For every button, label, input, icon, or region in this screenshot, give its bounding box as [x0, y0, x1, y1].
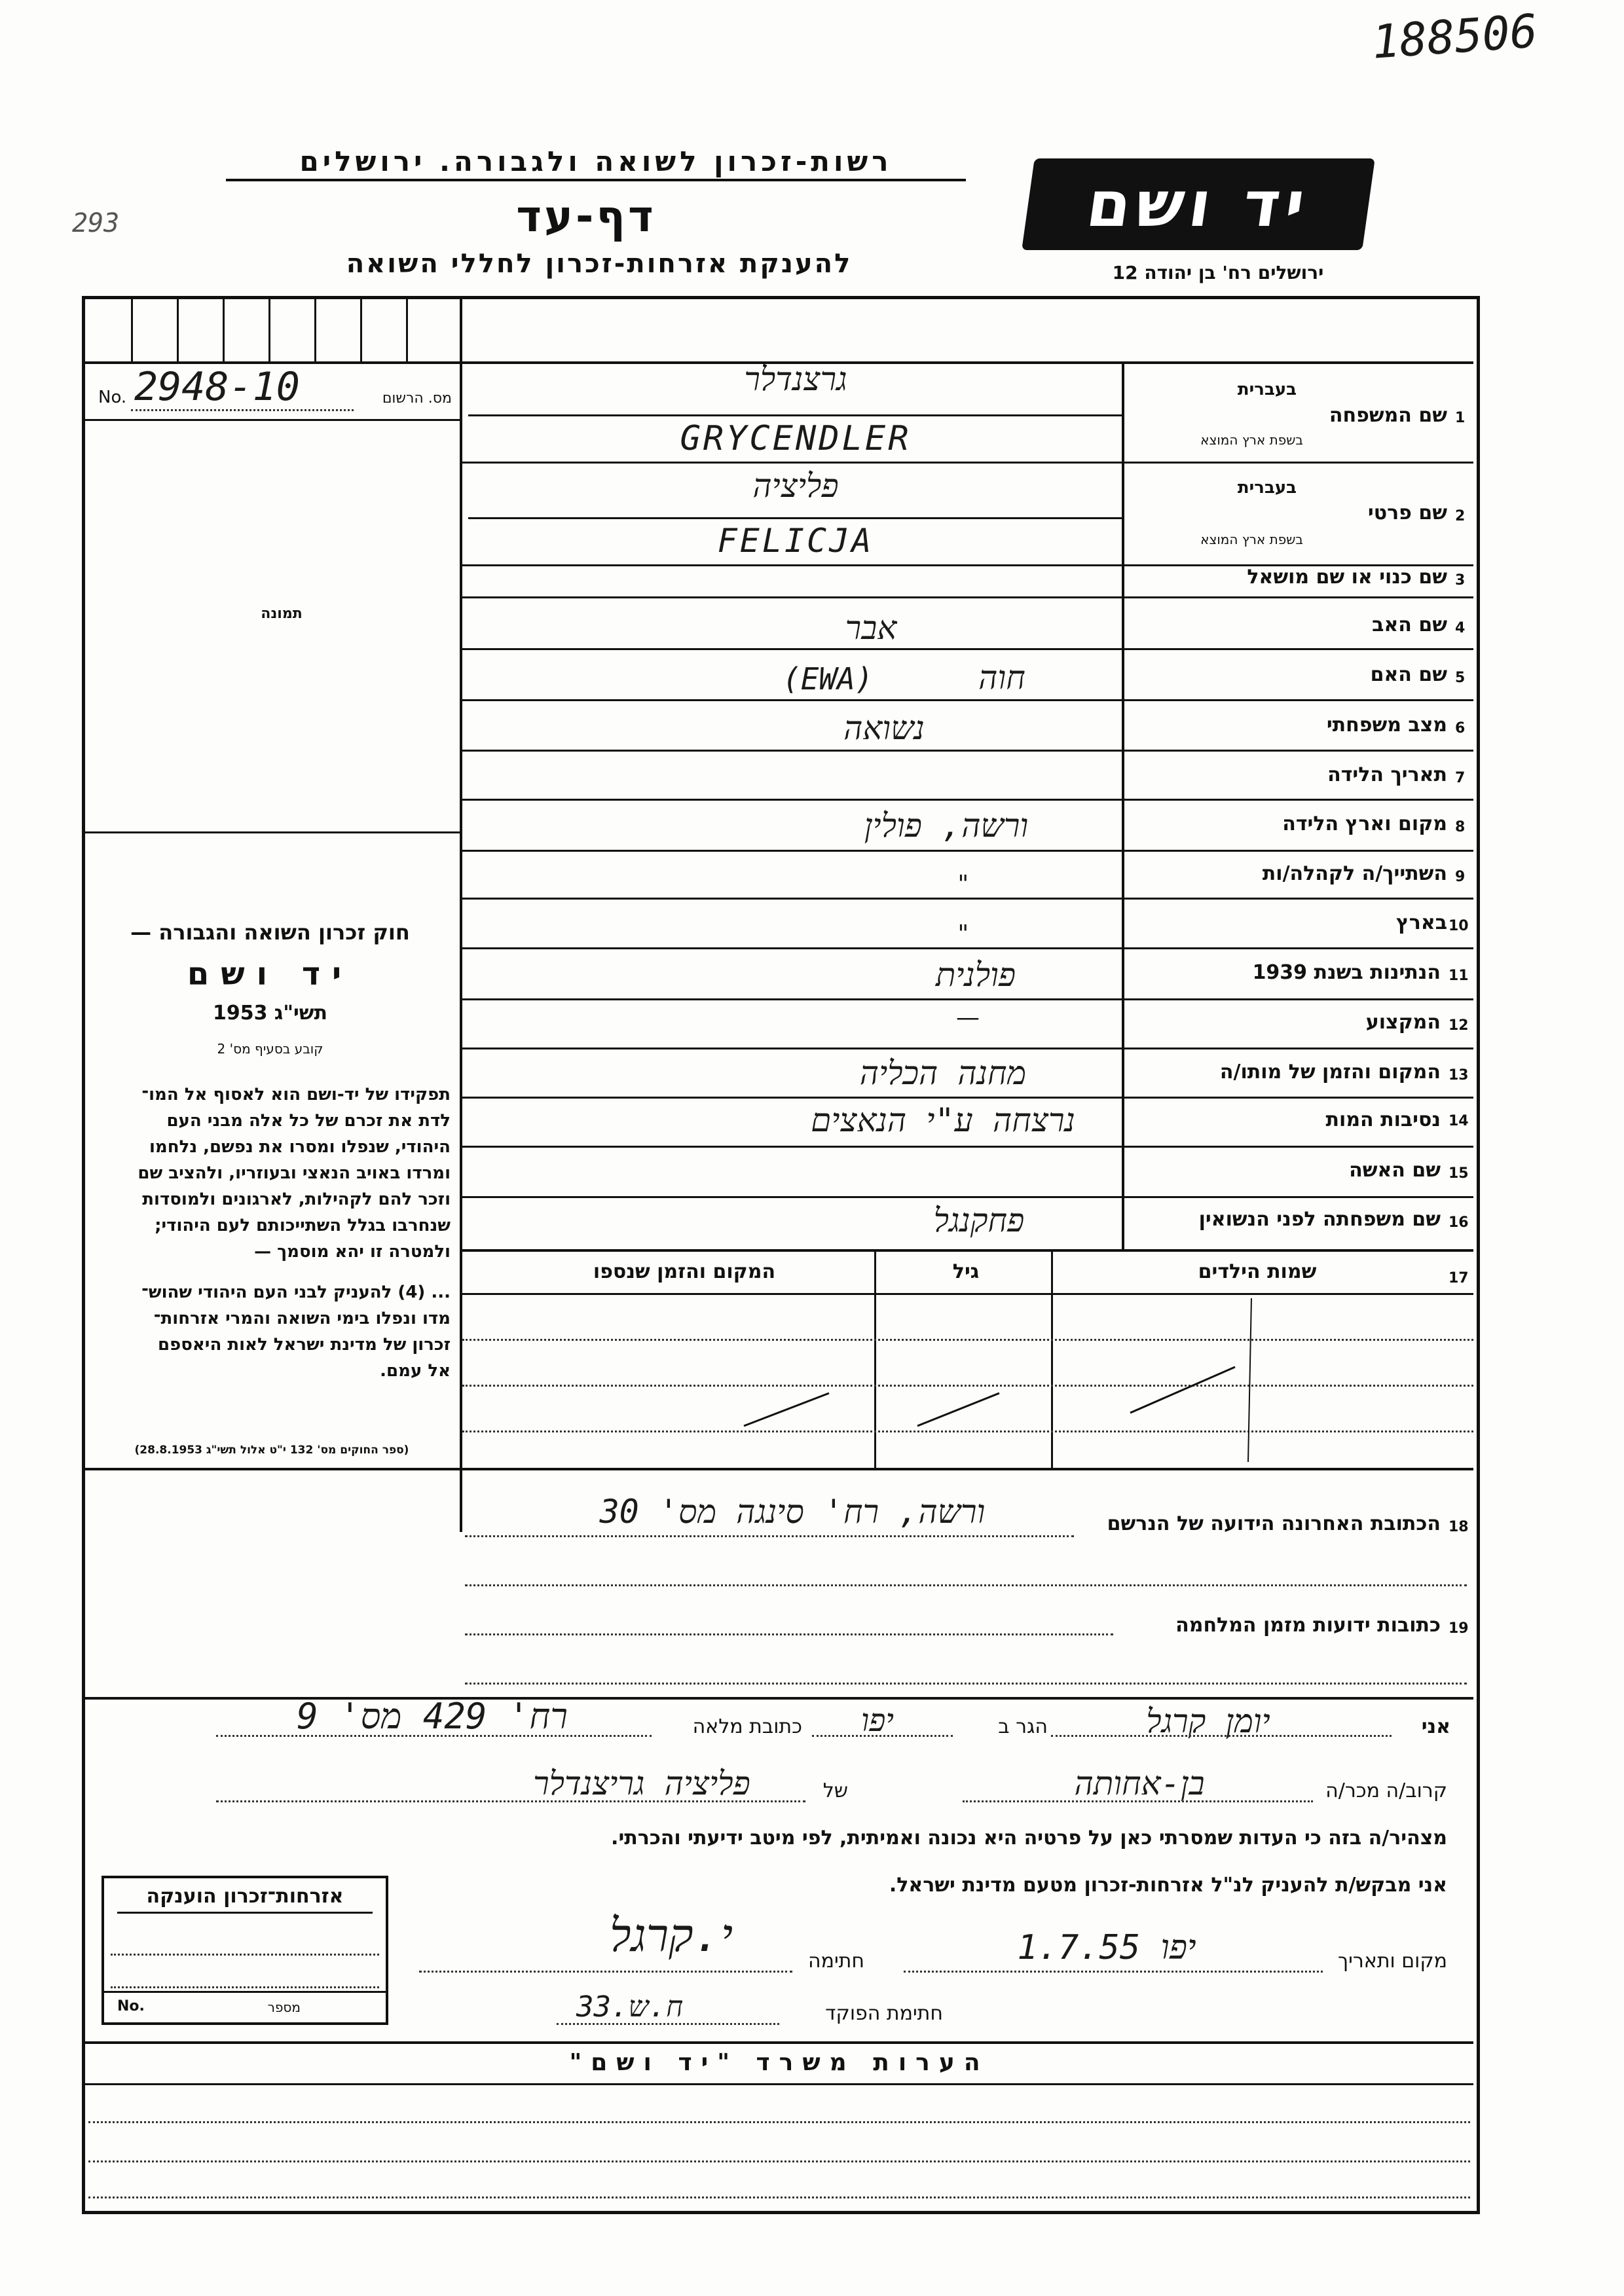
field-9-value: " — [956, 871, 970, 898]
children-age-header: גיל — [952, 1260, 980, 1283]
notes-top-line — [85, 2041, 1473, 2044]
reg-label: מס. הרשום — [382, 390, 452, 407]
children-strike-marks — [462, 1295, 1473, 1465]
field-6-value: נשואה — [843, 709, 925, 747]
row-line — [468, 414, 1123, 416]
signature-value: י.קרגל — [609, 1908, 733, 1962]
children-names-header: שמות הילדים — [1198, 1260, 1317, 1283]
row-line — [462, 1146, 1473, 1148]
law-line: זכרון של מדינת ישראל לאות היאספם — [158, 1335, 451, 1355]
field-14-value: נרצחה ע"י הנאצים — [811, 1101, 1075, 1139]
form-title: דף-עד — [516, 191, 656, 242]
row-line — [462, 850, 1473, 852]
notes-dots — [88, 2121, 1470, 2123]
field-10-number: 10 — [1449, 918, 1469, 934]
place-date-label: מקום ותאריך — [1338, 1950, 1447, 1973]
children-number: 17 — [1449, 1270, 1469, 1286]
field-16-number: 16 — [1449, 1214, 1469, 1231]
field-8-label: מקום וארץ הלידה — [1282, 812, 1447, 835]
row-line — [462, 998, 1473, 1000]
children-bottom-line — [85, 1468, 1473, 1470]
decl-dots — [812, 1735, 953, 1737]
field-5-label: שם האם — [1370, 663, 1447, 686]
law-line: ולמטרה זו יהא מוסמך — — [254, 1242, 451, 1262]
margin-mark: 293 — [72, 208, 120, 238]
field-4-label: שם האב — [1372, 613, 1447, 636]
row-line — [462, 462, 1473, 464]
field-9-label: השתייך/ה לקהלה/ות — [1262, 862, 1447, 885]
field-10-label: בארץ — [1395, 911, 1447, 934]
decl-shel: של — [822, 1779, 848, 1802]
address-19-number: 19 — [1449, 1620, 1469, 1637]
law-year: תשי"ג 1953 — [212, 1002, 328, 1025]
decl-dots — [216, 1800, 805, 1802]
officer-signature: 33.ח.ש — [576, 1990, 684, 2024]
certificate-no: No. — [117, 1998, 145, 2014]
field-2-value-origin: FELICJA — [717, 522, 874, 560]
decl-address-label: כתובת מלאה — [692, 1715, 802, 1738]
address-dots — [465, 1683, 1467, 1685]
field-2-number: 2 — [1455, 508, 1466, 524]
cert-dots — [111, 1954, 379, 1956]
field-10-value: " — [956, 920, 970, 947]
field-2-sub-hebrew: בעברית — [1237, 478, 1297, 498]
field-1-number: 1 — [1455, 410, 1466, 426]
notes-dots — [88, 2160, 1470, 2162]
certificate-box — [101, 1876, 388, 2025]
logo-address: ירושלים רח' בן יהודה 12 — [1112, 262, 1324, 283]
label-column-divider — [1122, 361, 1124, 1250]
address-dots — [465, 1535, 1074, 1537]
certificate-no-label: מספר — [267, 1999, 301, 2015]
law-line: מדו ונפלו בימי השואה והמרי אזרחות־ — [153, 1309, 451, 1328]
field-11-number: 11 — [1449, 968, 1469, 984]
law-line: ומרדו באויב הנאצי ובעוזריו, ולהציב שם — [138, 1163, 451, 1183]
logo-text: יד ושם — [1082, 168, 1315, 241]
law-line: וזכר להם לקהילות, לארגונים ולמוסדות — [142, 1190, 451, 1209]
field-6-number: 6 — [1455, 720, 1466, 737]
field-12-label: המקצוע — [1365, 1011, 1441, 1034]
law-line: ... (4) להעניק לבני העם היהודי שהוש־ — [141, 1283, 451, 1302]
field-3-label: שם כנוי או שם מושאל — [1247, 566, 1447, 589]
address-dots — [465, 1584, 1467, 1586]
law-line: לדת את זכרם של כל אלה מבני העם — [166, 1111, 451, 1131]
field-9-number: 9 — [1455, 869, 1466, 885]
field-1-sub-origin: בשפת ארץ המוצא — [1200, 432, 1303, 448]
field-1-value-origin: GRYCENDLER — [680, 419, 912, 458]
row-line — [462, 1249, 1473, 1252]
field-7-number: 7 — [1455, 770, 1466, 786]
row-line — [462, 898, 1473, 900]
field-7-label: תאריך הלידה — [1327, 763, 1447, 786]
notes-header-line — [85, 2083, 1473, 2085]
decl-of-name: פליציה גריצנדלר — [533, 1764, 750, 1802]
reg-line — [85, 419, 460, 421]
field-6-label: מצב משפחתי — [1326, 714, 1447, 737]
law-line: היהודי, שנפלו ומסרו את נפשם, נלחמו — [149, 1137, 451, 1157]
reg-dots — [131, 409, 354, 411]
cert-dots — [111, 1986, 379, 1988]
field-13-label: המקום והזמן של מותו/ה — [1219, 1061, 1441, 1084]
row-line — [462, 1196, 1473, 1198]
row-line — [462, 750, 1473, 752]
office-notes-title: הערות משרד "יד ושם" — [569, 2049, 989, 2076]
field-8-number: 8 — [1455, 819, 1466, 835]
decl-dots — [1051, 1735, 1392, 1737]
field-12-value: — — [956, 1004, 980, 1031]
row-line — [462, 1048, 1473, 1049]
field-16-label: שם משפחתה לפני הנשואין — [1198, 1208, 1441, 1231]
decl-dots — [963, 1800, 1313, 1802]
decl-street: רח' 429 מס' 9 — [297, 1696, 568, 1737]
field-2-sub-origin: בשפת ארץ המוצא — [1200, 532, 1303, 547]
field-1-sub-hebrew: בעברית — [1237, 380, 1297, 399]
field-11-label: הנתינות בשנת 1939 — [1252, 961, 1441, 984]
sig-dots — [557, 2023, 779, 2025]
notes-dots — [88, 2196, 1470, 2198]
row-line — [462, 799, 1473, 801]
row-line — [462, 699, 1473, 701]
row-line — [462, 648, 1473, 650]
decl-city: יפו — [860, 1702, 894, 1739]
field-1-value-hebrew: גרצנדלר — [744, 360, 847, 398]
field-15-number: 15 — [1449, 1165, 1469, 1182]
address-18-number: 18 — [1449, 1519, 1469, 1535]
law-line: תפקידו של יד-ושם הוא לאסוף אל המו־ — [141, 1085, 451, 1104]
decl-name: יומן קרגל — [1146, 1702, 1270, 1740]
field-13-value: מחנה הכליה — [859, 1054, 1027, 1092]
field-5-value: חוה — [978, 659, 1025, 697]
photo-label: תמונה — [261, 606, 303, 622]
officer-signature-label: חתימת הפוקד — [825, 2002, 943, 2025]
decl-relation: בן-אחותה — [1074, 1764, 1205, 1802]
field-16-value: פחקנגל — [933, 1201, 1025, 1239]
decl-relative-label: קרוב/ה מכר/ה — [1325, 1779, 1447, 1802]
reg-prefix: No. — [98, 388, 127, 407]
field-8-value: ורשה, פולין — [864, 807, 1029, 845]
field-11-value: פולנית — [935, 956, 1016, 994]
law-reference: (ספר החוקים מס' 132 י"ט אלול תשי"ג 28.8.1953) — [134, 1444, 409, 1457]
law-clause: קובע בסעיף מס' 2 — [217, 1041, 323, 1057]
authority-line: רשות-זכרון לשואה ולגבורה. ירושלים — [226, 145, 966, 181]
children-place-header: המקום והזמן שנספו — [593, 1260, 776, 1283]
photo-bottom-line — [85, 831, 460, 833]
row-line — [462, 947, 1473, 949]
sig-dots — [904, 1971, 1323, 1973]
row-line — [462, 1097, 1473, 1099]
yad-vashem-logo — [1022, 158, 1375, 250]
certificate-title: אזרחות־זכרון הוענקה — [117, 1885, 373, 1914]
signature-label: חתימה — [807, 1950, 864, 1973]
form-subtitle: להענקת אזרחות-זכרון לחללי השואה — [346, 249, 853, 279]
document-number: 188506 — [1370, 4, 1540, 69]
field-5-number: 5 — [1455, 670, 1466, 686]
address-18-label: הכתובת האחרונה הידועה של הנרשם — [1107, 1512, 1441, 1535]
field-14-number: 14 — [1449, 1113, 1469, 1129]
decl-statement: מצהיר/ה בזה כי העדות שמסרתי כאן על פרטיה היא נכונה ואמיתית, לפי מיטב ידיעתי והכרתי. — [611, 1827, 1447, 1850]
decl-gar-b: הגר ב — [998, 1715, 1048, 1738]
law-line: שנחרבו בגלל השתייכותם לעם היהודי; — [155, 1216, 451, 1235]
sig-dots — [419, 1971, 792, 1973]
law-name: יד ושם — [187, 956, 354, 993]
address-dots — [465, 1633, 1113, 1635]
field-1-label: שם המשפחה — [1329, 404, 1447, 427]
decl-dots — [216, 1735, 652, 1737]
law-paragraph — [90, 1082, 451, 1384]
law-line: אל עמם. — [380, 1361, 451, 1381]
reg-number: 2948-10 — [134, 364, 300, 410]
place-date-value: יפו 1.7.55 — [1017, 1928, 1196, 1967]
id-boxes — [85, 299, 458, 361]
address-18-value: ורשה, רח' סינגה מס' 30 — [599, 1493, 986, 1531]
field-3-number: 3 — [1455, 572, 1466, 589]
field-2-value-hebrew: פליציה — [752, 467, 839, 505]
field-4-value: אבר — [845, 609, 897, 647]
law-title: חוק זכרון השואה והגבורה — — [130, 920, 410, 945]
field-13-number: 13 — [1449, 1067, 1469, 1084]
address-19-label: כתובות ידועות מזמן המלחמה — [1175, 1614, 1441, 1637]
field-4-number: 4 — [1455, 620, 1466, 636]
field-14-label: נסיבות המות — [1325, 1108, 1441, 1131]
row-line — [462, 596, 1473, 598]
field-15-label: שם האשה — [1349, 1159, 1441, 1182]
decl-request: אני מבקש/ת להעניק לנ"ל אזרחות-זכרון מטעם מדינת ישראל. — [889, 1874, 1447, 1897]
field-12-number: 12 — [1449, 1017, 1469, 1034]
field-5-value-extra: (EWA) — [783, 661, 874, 697]
row-line — [468, 517, 1123, 519]
field-2-label: שם פרטי — [1367, 501, 1447, 524]
decl-ani: אני — [1421, 1715, 1450, 1738]
